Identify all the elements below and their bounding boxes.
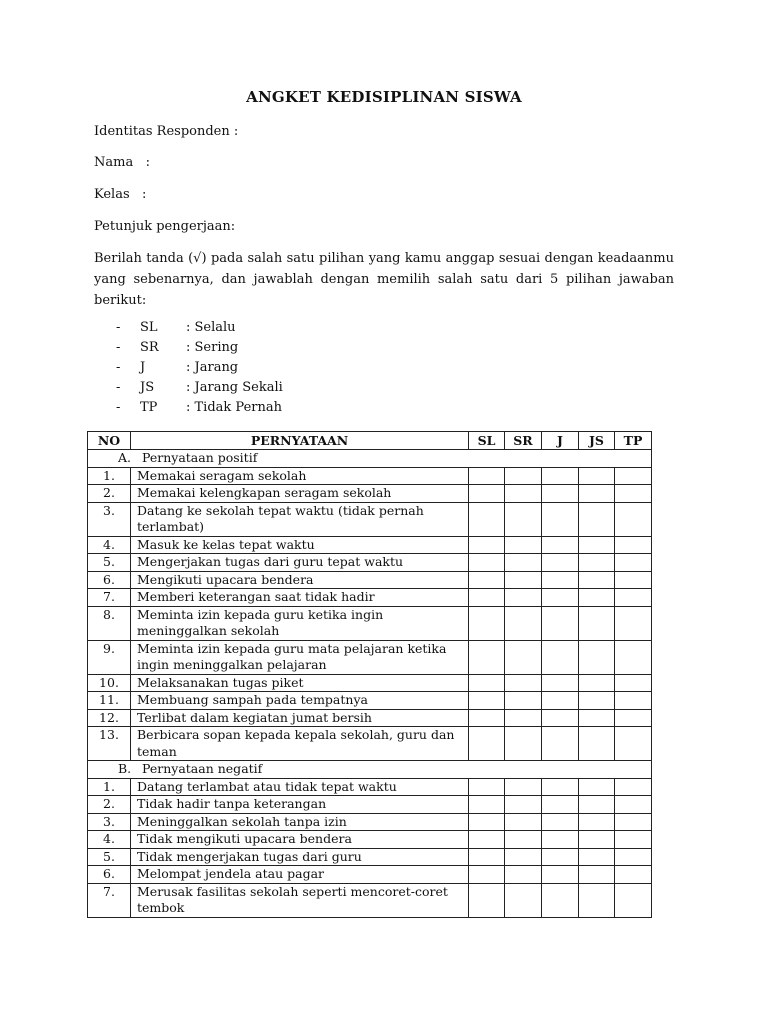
answer-cell-j[interactable]	[542, 883, 579, 917]
statement-text: Memakai seragam sekolah	[131, 467, 469, 485]
answer-cell-sr[interactable]	[505, 709, 542, 727]
answer-cell-sr[interactable]	[505, 831, 542, 849]
answer-cell-js[interactable]	[579, 831, 615, 849]
answer-cell-sr[interactable]	[505, 467, 542, 485]
statement-text: Meminta izin kepada guru ketika ingin meninggalkan sekolah	[131, 606, 469, 640]
item-number: 10.	[88, 674, 131, 692]
legend-dash: -	[116, 340, 121, 355]
answer-cell-tp[interactable]	[615, 831, 652, 849]
answer-cell-sr[interactable]	[505, 606, 542, 640]
answer-cell-tp[interactable]	[615, 606, 652, 640]
answer-cell-js[interactable]	[579, 502, 615, 536]
table-row	[88, 485, 652, 503]
name-field-label: Nama :	[94, 155, 150, 170]
answer-cell-js[interactable]	[579, 692, 615, 710]
answer-cell-sl[interactable]	[469, 485, 505, 503]
answer-cell-sr[interactable]	[505, 640, 542, 674]
answer-cell-j[interactable]	[542, 502, 579, 536]
table-row	[88, 606, 652, 640]
answer-cell-sr[interactable]	[505, 813, 542, 831]
legend-code: TP	[140, 400, 158, 415]
answer-cell-sl[interactable]	[469, 589, 505, 607]
item-number: 4.	[88, 831, 131, 849]
answer-cell-j[interactable]	[542, 866, 579, 884]
answer-cell-j[interactable]	[542, 467, 579, 485]
legend-code: JS	[140, 380, 155, 395]
answer-cell-j[interactable]	[542, 727, 579, 761]
section-label: Pernyataan positif	[142, 450, 258, 465]
answer-cell-sl[interactable]	[469, 796, 505, 814]
answer-cell-sr[interactable]	[505, 485, 542, 503]
item-number: 5.	[88, 848, 131, 866]
table-row	[88, 467, 652, 485]
legend-description: : Selalu	[186, 320, 236, 335]
answer-cell-sl[interactable]	[469, 674, 505, 692]
answer-cell-tp[interactable]	[615, 571, 652, 589]
legend-description: : Jarang Sekali	[186, 380, 283, 395]
answer-cell-sl[interactable]	[469, 883, 505, 917]
answer-cell-js[interactable]	[579, 554, 615, 572]
answer-cell-tp[interactable]	[615, 502, 652, 536]
answer-cell-j[interactable]	[542, 796, 579, 814]
answer-cell-tp[interactable]	[615, 778, 652, 796]
legend-dash: -	[116, 380, 121, 395]
answer-cell-sl[interactable]	[469, 536, 505, 554]
answer-cell-js[interactable]	[579, 485, 615, 503]
answer-cell-js[interactable]	[579, 883, 615, 917]
answer-cell-sl[interactable]	[469, 554, 505, 572]
answer-cell-j[interactable]	[542, 848, 579, 866]
item-number: 12.	[88, 709, 131, 727]
answer-cell-sr[interactable]	[505, 727, 542, 761]
section-row	[88, 761, 652, 779]
item-number: 6.	[88, 866, 131, 884]
table-row	[88, 692, 652, 710]
page-title: ANGKET KEDISIPLINAN SISWA	[246, 88, 522, 106]
statement-text: Meminta izin kepada guru mata pelajaran ketika ingin meninggalkan pelajaran	[131, 640, 469, 674]
item-number: 4.	[88, 536, 131, 554]
statement-text: Membuang sampah pada tempatnya	[131, 692, 469, 710]
answer-cell-sl[interactable]	[469, 640, 505, 674]
section-label: Pernyataan negatif	[142, 761, 263, 776]
answer-cell-j[interactable]	[542, 571, 579, 589]
answer-cell-sl[interactable]	[469, 831, 505, 849]
answer-cell-tp[interactable]	[615, 709, 652, 727]
answer-cell-sl[interactable]	[469, 727, 505, 761]
statement-text: Datang ke sekolah tepat waktu (tidak pernah terlambat)	[131, 502, 469, 536]
answer-cell-js[interactable]	[579, 640, 615, 674]
legend-description: : Sering	[186, 340, 239, 355]
answer-cell-j[interactable]	[542, 536, 579, 554]
header-j: J	[542, 432, 579, 450]
answer-cell-tp[interactable]	[615, 866, 652, 884]
answer-cell-tp[interactable]	[615, 485, 652, 503]
section-letter: A.	[118, 450, 132, 465]
answer-cell-sr[interactable]	[505, 866, 542, 884]
item-number: 5.	[88, 554, 131, 572]
header-sl: SL	[469, 432, 505, 450]
table-row	[88, 709, 652, 727]
legend-description: : Tidak Pernah	[186, 400, 282, 415]
item-number: 1.	[88, 778, 131, 796]
answer-cell-sr[interactable]	[505, 778, 542, 796]
header-statement: PERNYATAAN	[131, 432, 469, 450]
answer-cell-tp[interactable]	[615, 727, 652, 761]
respondent-identity-label: Identitas Responden :	[94, 124, 239, 139]
answer-cell-tp[interactable]	[615, 813, 652, 831]
section-heading	[88, 450, 652, 468]
answer-cell-j[interactable]	[542, 485, 579, 503]
answer-cell-sl[interactable]	[469, 571, 505, 589]
table-row	[88, 502, 652, 536]
statement-text: Tidak mengikuti upacara bendera	[131, 831, 469, 849]
instructions-heading: Petunjuk pengerjaan:	[94, 219, 236, 234]
header-tp: TP	[615, 432, 652, 450]
item-number: 8.	[88, 606, 131, 640]
answer-cell-js[interactable]	[579, 727, 615, 761]
answer-cell-sr[interactable]	[505, 554, 542, 572]
answer-cell-j[interactable]	[542, 778, 579, 796]
legend-dash: -	[116, 320, 121, 335]
answer-cell-tp[interactable]	[615, 640, 652, 674]
answer-cell-js[interactable]	[579, 778, 615, 796]
answer-cell-js[interactable]	[579, 866, 615, 884]
answer-cell-sl[interactable]	[469, 692, 505, 710]
statement-text: Mengerjakan tugas dari guru tepat waktu	[131, 554, 469, 572]
answer-cell-sl[interactable]	[469, 467, 505, 485]
item-number: 9.	[88, 640, 131, 674]
answer-cell-j[interactable]	[542, 813, 579, 831]
answer-cell-sr[interactable]	[505, 589, 542, 607]
answer-cell-sl[interactable]	[469, 606, 505, 640]
item-number: 13.	[88, 727, 131, 761]
table-row	[88, 831, 652, 849]
answer-cell-j[interactable]	[542, 640, 579, 674]
answer-cell-tp[interactable]	[615, 554, 652, 572]
legend-dash: -	[116, 360, 121, 375]
table-row	[88, 571, 652, 589]
answer-cell-sr[interactable]	[505, 692, 542, 710]
statement-text: Meninggalkan sekolah tanpa izin	[131, 813, 469, 831]
answer-cell-js[interactable]	[579, 848, 615, 866]
questionnaire-table	[87, 431, 652, 918]
statement-text: Berbicara sopan kepada kepala sekolah, guru dan teman	[131, 727, 469, 761]
statement-text: Melompat jendela atau pagar	[131, 866, 469, 884]
legend-description: : Jarang	[186, 360, 239, 375]
item-number: 2.	[88, 485, 131, 503]
answer-cell-j[interactable]	[542, 606, 579, 640]
table-row	[88, 727, 652, 761]
answer-cell-js[interactable]	[579, 536, 615, 554]
table-row	[88, 778, 652, 796]
answer-cell-sr[interactable]	[505, 848, 542, 866]
legend-code: J	[140, 360, 146, 375]
class-field-label: Kelas :	[94, 187, 147, 202]
answer-cell-tp[interactable]	[615, 692, 652, 710]
legend-dash: -	[116, 400, 121, 415]
answer-cell-sl[interactable]	[469, 813, 505, 831]
answer-cell-j[interactable]	[542, 554, 579, 572]
table-row	[88, 589, 652, 607]
answer-cell-j[interactable]	[542, 831, 579, 849]
answer-cell-sl[interactable]	[469, 709, 505, 727]
statement-text: Mengikuti upacara bendera	[131, 571, 469, 589]
header-js: JS	[579, 432, 615, 450]
answer-cell-sl[interactable]	[469, 502, 505, 536]
item-number: 1.	[88, 467, 131, 485]
table-row	[88, 674, 652, 692]
table-row	[88, 813, 652, 831]
answer-cell-js[interactable]	[579, 709, 615, 727]
statement-text: Melaksanakan tugas piket	[131, 674, 469, 692]
answer-cell-sl[interactable]	[469, 848, 505, 866]
header-sr: SR	[505, 432, 542, 450]
answer-cell-tp[interactable]	[615, 674, 652, 692]
statement-text: Datang terlambat atau tidak tepat waktu	[131, 778, 469, 796]
answer-cell-js[interactable]	[579, 589, 615, 607]
table-row	[88, 640, 652, 674]
table-row	[88, 883, 652, 917]
answer-cell-js[interactable]	[579, 813, 615, 831]
answer-cell-sr[interactable]	[505, 502, 542, 536]
statement-text: Tidak mengerjakan tugas dari guru	[131, 848, 469, 866]
answer-cell-tp[interactable]	[615, 796, 652, 814]
answer-cell-sr[interactable]	[505, 796, 542, 814]
answer-cell-sl[interactable]	[469, 866, 505, 884]
header-no: NO	[88, 432, 131, 450]
answer-cell-j[interactable]	[542, 709, 579, 727]
table-row	[88, 554, 652, 572]
answer-cell-j[interactable]	[542, 589, 579, 607]
table-row	[88, 848, 652, 866]
statement-text: Memberi keterangan saat tidak hadir	[131, 589, 469, 607]
answer-cell-tp[interactable]	[615, 589, 652, 607]
answer-cell-sr[interactable]	[505, 536, 542, 554]
statement-text: Masuk ke kelas tepat waktu	[131, 536, 469, 554]
answer-cell-js[interactable]	[579, 796, 615, 814]
table-row	[88, 536, 652, 554]
answer-cell-js[interactable]	[579, 467, 615, 485]
item-number: 7.	[88, 589, 131, 607]
section-row	[88, 450, 652, 468]
statement-text: Merusak fasilitas sekolah seperti mencoret-coret tembok	[131, 883, 469, 917]
statement-text: Terlibat dalam kegiatan jumat bersih	[131, 709, 469, 727]
answer-cell-js[interactable]	[579, 606, 615, 640]
table-row	[88, 796, 652, 814]
answer-cell-tp[interactable]	[615, 848, 652, 866]
instruction-paragraph: Berilah tanda (√) pada salah satu pilihan yang kamu anggap sesuai dengan keadaanmu yang sebenarnya, dan jawablah dengan memilih salah satu dari 5 pilihan jawaban berikut:	[94, 251, 674, 308]
answer-cell-j[interactable]	[542, 674, 579, 692]
answer-cell-tp[interactable]	[615, 536, 652, 554]
item-number: 11.	[88, 692, 131, 710]
table-header-row	[88, 432, 652, 450]
item-number: 3.	[88, 502, 131, 536]
answer-cell-j[interactable]	[542, 692, 579, 710]
item-number: 2.	[88, 796, 131, 814]
item-number: 6.	[88, 571, 131, 589]
table-row	[88, 866, 652, 884]
item-number: 3.	[88, 813, 131, 831]
answer-cell-sr[interactable]	[505, 571, 542, 589]
answer-cell-sr[interactable]	[505, 674, 542, 692]
answer-cell-tp[interactable]	[615, 883, 652, 917]
legend-code: SL	[140, 320, 158, 335]
answer-cell-js[interactable]	[579, 674, 615, 692]
section-heading	[88, 761, 652, 779]
answer-cell-js[interactable]	[579, 571, 615, 589]
section-letter: B.	[118, 761, 132, 776]
answer-cell-sl[interactable]	[469, 778, 505, 796]
answer-cell-sr[interactable]	[505, 883, 542, 917]
legend-code: SR	[140, 340, 159, 355]
statement-text: Tidak hadir tanpa keterangan	[131, 796, 469, 814]
answer-cell-tp[interactable]	[615, 467, 652, 485]
statement-text: Memakai kelengkapan seragam sekolah	[131, 485, 469, 503]
item-number: 7.	[88, 883, 131, 917]
